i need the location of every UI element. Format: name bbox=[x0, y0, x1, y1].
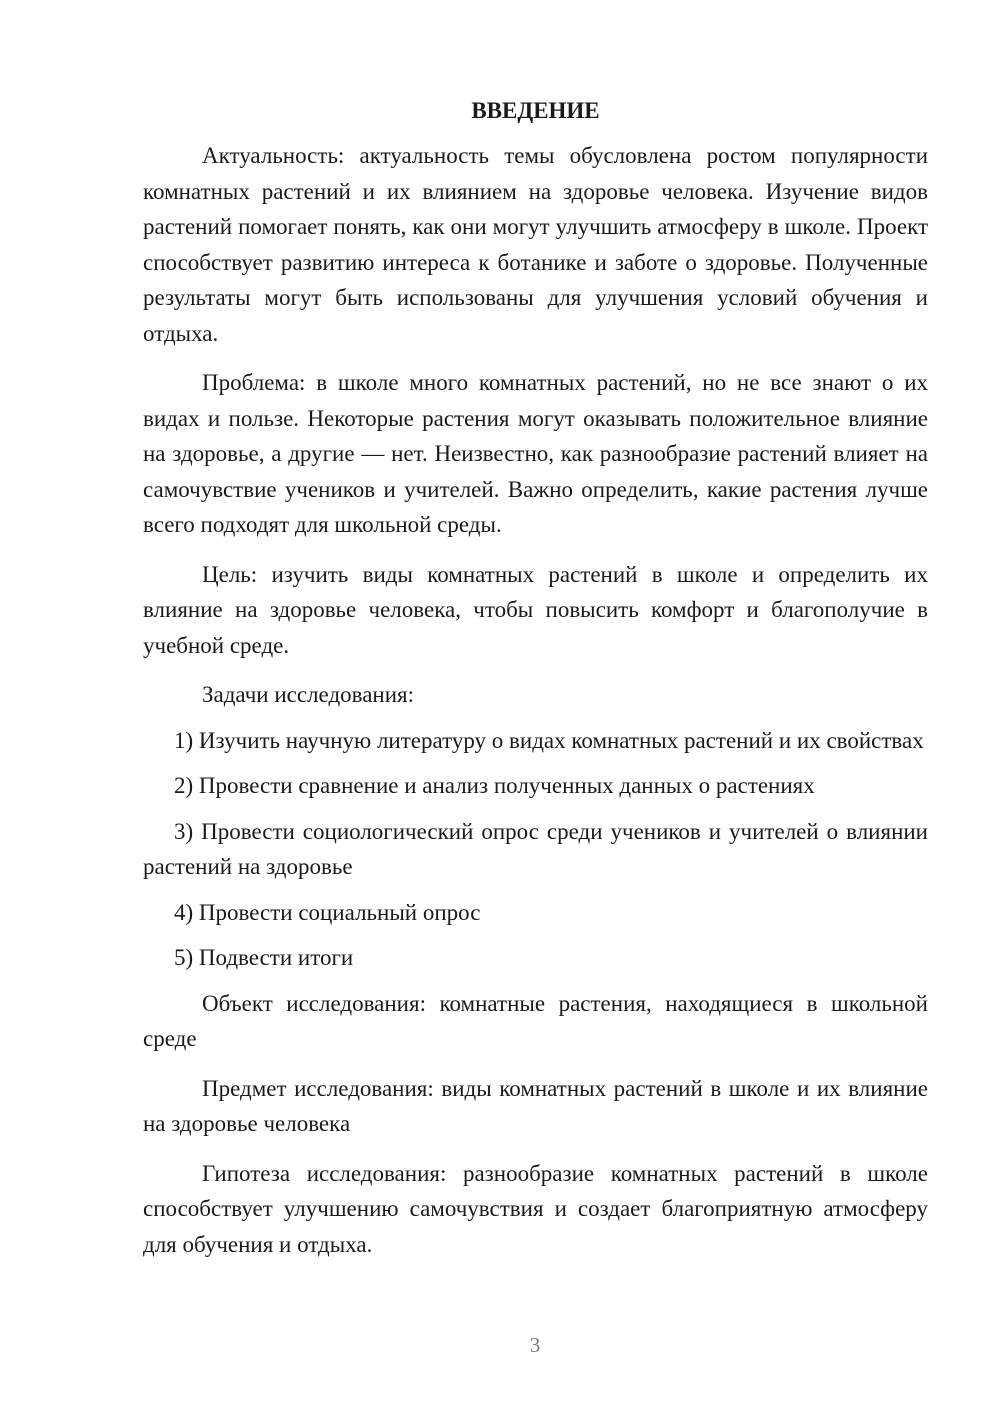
paragraph-problem: Проблема: в школе много комнатных растений, но не все знают о их видах и пользе. Некоторые растения могут оказывать положительное влияние на здоровье, а другие — нет. Неизвестно, как разнообразие растений влияет на самочувствие учеников и учителей. Важно определить, какие растения лучше всего подходят для школьной среды. bbox=[143, 370, 928, 537]
paragraph-hypothesis: Гипотеза исследования: разнообразие комнатных растений в школе способствует улучшению самочувствия и создает благоприятную атмосферу для обучения и отдыха. bbox=[143, 1160, 928, 1257]
paragraph-goal: Цель: изучить виды комнатных растений в школе и определить их влияние на здоровье человека, чтобы повысить комфорт и благополучие в учебной среде. bbox=[143, 561, 928, 658]
task-item-2: 2) Провести сравнение и анализ полученных данных о растениях bbox=[174, 773, 815, 798]
page-number: 3 bbox=[529, 1333, 541, 1357]
task-item-1: 1) Изучить научную литературу о видах комнатных растений и их свойствах bbox=[174, 727, 924, 753]
paragraph-subject: Предмет исследования: виды комнатных растений в школе и их влияние на здоровье человека bbox=[143, 1075, 928, 1136]
task-item-5: 5) Подвести итоги bbox=[174, 945, 354, 970]
tasks-title: Задачи исследования: bbox=[202, 682, 415, 707]
task-item-3: 3) Провести социологический опрос среди учеников и учителей о влиянии растений на здоровье bbox=[143, 818, 928, 879]
paragraph-object: Объект исследования: комнатные растения, находящиеся в школьной среде bbox=[143, 990, 928, 1051]
paragraph-relevance: Актуальность: актуальность темы обусловлена ростом популярности комнатных растений и их влиянием на здоровье человека. Изучение видов растений помогает понять, как они могут улучшить атмосферу в школе. Проект способствует развитию интереса к ботанике и заботе о здоровье. Полученные результаты могут быть использованы для улучшения условий обучения и отдыха. bbox=[143, 143, 928, 346]
section-heading: ВВЕДЕНИЕ bbox=[471, 98, 600, 123]
document-body bbox=[143, 96, 928, 1276]
task-item-4: 4) Провести социальный опрос bbox=[174, 899, 481, 925]
